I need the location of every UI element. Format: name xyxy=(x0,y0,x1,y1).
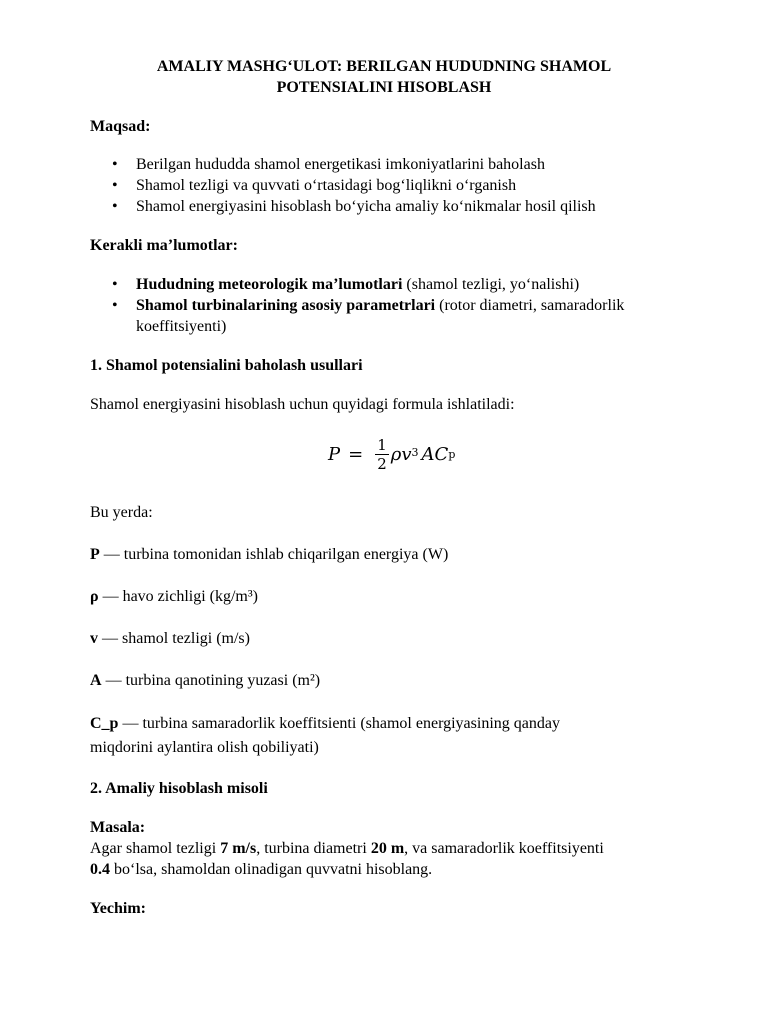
list-item: • Shamol energiyasini hisoblash bo‘yicha amaliy ko‘nikmalar hosil qilish xyxy=(90,196,690,217)
definition-text: — havo zichligi (kg/m³) xyxy=(98,588,258,605)
definition-text: — turbina tomonidan ishlab chiqarilgan energiya (W) xyxy=(99,546,449,563)
formula-c-subscript: p xyxy=(448,448,456,461)
definition-symbol: P xyxy=(90,546,100,563)
definition-symbol: C_p xyxy=(90,715,119,732)
definition-a xyxy=(90,670,690,691)
formula-intro: Shamol energiyasini hisoblash uchun quyidagi formula ishlatiladi: xyxy=(90,396,515,413)
definition-text: — turbina samaradorlik koeffitsienti (shamol energiyasining qanday miqdorini aylantira olish qobiliyati) xyxy=(90,715,560,756)
fraction-denominator: 2 xyxy=(377,455,387,473)
list-item: • Shamol tezligi va quvvati o‘rtasidagi bog‘liqlikni o‘rganish xyxy=(90,175,690,196)
list-item xyxy=(90,274,680,295)
solution-label: Yechim: xyxy=(90,900,146,917)
problem-label: Masala: xyxy=(90,819,146,836)
required-list xyxy=(90,274,680,337)
required-heading: Kerakli ma’lumotlar: xyxy=(90,237,238,254)
power-formula xyxy=(328,436,455,473)
problem-line-1 xyxy=(90,838,690,859)
section-2-heading: 2. Amaliy hisoblash misoli xyxy=(90,780,268,797)
definition-v xyxy=(90,628,690,649)
problem-text: bo‘lsa, shamoldan olinadigan quvvatni hisoblang. xyxy=(110,861,433,878)
definition-symbol: A xyxy=(90,672,102,689)
formula-c: C xyxy=(434,444,449,465)
problem-text: , turbina diametri xyxy=(256,840,371,857)
problem-value-diameter: 20 m xyxy=(370,840,405,857)
formula-equals: = xyxy=(348,444,364,465)
formula-lhs: P xyxy=(328,444,341,465)
definition-symbol: v xyxy=(90,630,98,647)
definition-symbol: ρ xyxy=(90,588,99,605)
list-item: • Berilgan hududda shamol energetikasi imkoniyatlarini baholash xyxy=(90,154,690,175)
formula-v: v xyxy=(401,444,412,465)
problem-text: , va samaradorlik koeffitsiyenti xyxy=(404,840,604,857)
problem-value-cp: 0.4 xyxy=(90,861,110,878)
where-label: Bu yerda: xyxy=(90,504,153,521)
definition-rho xyxy=(90,586,690,607)
goal-heading: Maqsad: xyxy=(90,118,151,135)
definition-p xyxy=(90,544,690,565)
formula-v-exponent: 3 xyxy=(411,446,419,459)
formula-a: A xyxy=(421,444,435,465)
goal-list xyxy=(90,154,690,217)
definition-cp xyxy=(90,712,620,760)
list-item xyxy=(90,295,680,337)
section-1-heading: 1. Shamol potensialini baholash usullari xyxy=(90,357,363,374)
page-title xyxy=(90,56,678,98)
formula-fraction xyxy=(375,436,389,473)
problem-value-speed: 7 m/s xyxy=(220,840,257,857)
definition-text: — shamol tezligi (m/s) xyxy=(98,630,250,647)
formula-rho: ρ xyxy=(390,444,402,465)
required-item-bold: Hududning meteorologik ma’lumotlari xyxy=(136,276,403,293)
fraction-numerator: 1 xyxy=(377,436,387,454)
problem-line-2 xyxy=(90,859,690,880)
required-item-text: (shamol tezligi, yo‘nalishi) xyxy=(402,276,580,293)
title-line-2: POTENSIALINI HISOBLASH xyxy=(276,79,492,96)
required-item-text: (rotor diametri, samaradorlik koeffitsiyenti) xyxy=(136,297,625,335)
problem-text: Agar shamol tezligi xyxy=(90,840,221,857)
definition-text: — turbina qanotining yuzasi (m²) xyxy=(101,672,321,689)
required-item-bold: Shamol turbinalarining asosiy parametrlari xyxy=(136,297,436,314)
title-line-1: AMALIY MASHG‘ULOT: BERILGAN HUDUDNING SHAMOL xyxy=(156,58,612,75)
